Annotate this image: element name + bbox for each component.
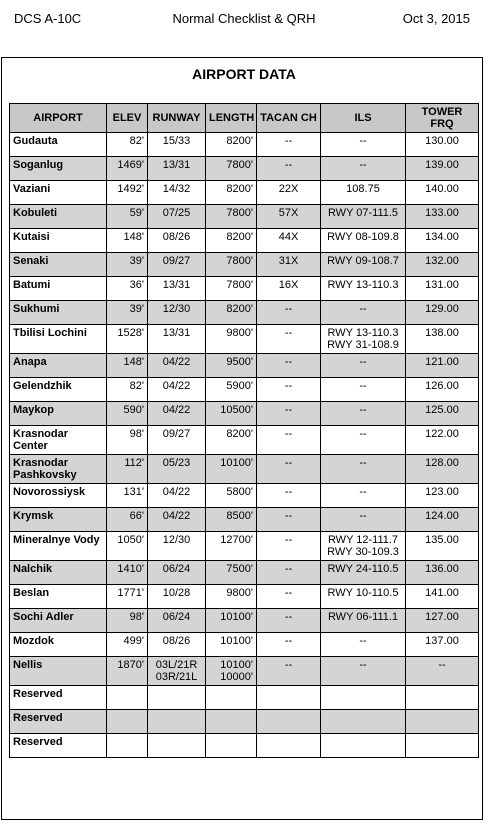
cell-tacan: 57X: [257, 205, 321, 229]
cell-elev: 98': [107, 426, 148, 455]
cell-airport: Batumi: [10, 277, 107, 301]
cell-ils: RWY 13-110.3 RWY 31-108.9: [321, 325, 406, 354]
cell-airport: Kobuleti: [10, 205, 107, 229]
cell-tower: 129.00: [406, 301, 479, 325]
cell-airport: Maykop: [10, 402, 107, 426]
table-row: [10, 301, 479, 325]
cell-tower: 138.00: [406, 325, 479, 354]
cell-tower: 135.00: [406, 532, 479, 561]
cell-tower: 139.00: [406, 157, 479, 181]
cell-runway: 15/33: [148, 133, 206, 157]
cell-runway: [148, 734, 206, 758]
cell-tower: 137.00: [406, 633, 479, 657]
table-row: [10, 710, 479, 734]
cell-tacan: --: [257, 378, 321, 402]
cell-runway: 06/24: [148, 561, 206, 585]
cell-runway: 13/31: [148, 325, 206, 354]
cell-elev: 1870': [107, 657, 148, 686]
cell-length: 7500': [206, 561, 257, 585]
cell-tacan: --: [257, 402, 321, 426]
cell-tower: 134.00: [406, 229, 479, 253]
cell-airport: Sochi Adler: [10, 609, 107, 633]
cell-length: 7800': [206, 205, 257, 229]
cell-tacan: 44X: [257, 229, 321, 253]
header-date: Oct 3, 2015: [402, 11, 470, 26]
cell-tower: 121.00: [406, 354, 479, 378]
cell-airport: Krasnodar Pashkovsky: [10, 455, 107, 484]
cell-runway: [148, 686, 206, 710]
cell-tower: [406, 734, 479, 758]
cell-runway: 04/22: [148, 402, 206, 426]
cell-length: 8200': [206, 181, 257, 205]
table-row: [10, 426, 479, 455]
table-row: [10, 229, 479, 253]
cell-airport: Tbilisi Lochini: [10, 325, 107, 354]
cell-airport: Anapa: [10, 354, 107, 378]
cell-airport: Kutaisi: [10, 229, 107, 253]
page-title: AIRPORT DATA: [192, 66, 296, 82]
cell-tacan: 22X: [257, 181, 321, 205]
cell-tower: 123.00: [406, 484, 479, 508]
cell-length: 8200': [206, 301, 257, 325]
cell-elev: 82': [107, 378, 148, 402]
cell-tower: 130.00: [406, 133, 479, 157]
cell-elev: 36': [107, 277, 148, 301]
cell-elev: [107, 686, 148, 710]
cell-tacan: --: [257, 561, 321, 585]
cell-runway: 08/26: [148, 229, 206, 253]
cell-ils: --: [321, 657, 406, 686]
cell-elev: 98': [107, 609, 148, 633]
cell-tower: 126.00: [406, 378, 479, 402]
cell-ils: RWY 13-110.3: [321, 277, 406, 301]
cell-length: [206, 734, 257, 758]
cell-runway: 04/22: [148, 508, 206, 532]
cell-elev: 39': [107, 253, 148, 277]
cell-length: 10500': [206, 402, 257, 426]
cell-tower: [406, 686, 479, 710]
cell-airport: Novorossiysk: [10, 484, 107, 508]
cell-tacan: --: [257, 609, 321, 633]
cell-length: 10100' 10000': [206, 657, 257, 686]
cell-elev: 39': [107, 301, 148, 325]
cell-length: 9500': [206, 354, 257, 378]
cell-tower: 133.00: [406, 205, 479, 229]
cell-runway: 08/26: [148, 633, 206, 657]
cell-tower: 141.00: [406, 585, 479, 609]
cell-elev: 590': [107, 402, 148, 426]
cell-tower: 122.00: [406, 426, 479, 455]
cell-ils: RWY 06-111.1: [321, 609, 406, 633]
cell-length: 10100': [206, 609, 257, 633]
cell-tacan: 31X: [257, 253, 321, 277]
cell-tacan: [257, 710, 321, 734]
col-tacan: TACAN CH: [257, 104, 321, 133]
cell-ils: --: [321, 301, 406, 325]
cell-ils: RWY 07-111.5: [321, 205, 406, 229]
page-header: [0, 0, 488, 36]
cell-tacan: --: [257, 508, 321, 532]
table-row: [10, 402, 479, 426]
cell-airport: Nalchik: [10, 561, 107, 585]
cell-elev: 131': [107, 484, 148, 508]
table-row: [10, 657, 479, 686]
cell-tacan: --: [257, 325, 321, 354]
header-title: Normal Checklist & QRH: [172, 11, 316, 26]
table-row: [10, 205, 479, 229]
cell-elev: [107, 710, 148, 734]
cell-elev: 1528': [107, 325, 148, 354]
cell-ils: --: [321, 354, 406, 378]
col-ils: ILS: [321, 104, 406, 133]
cell-airport: Krymsk: [10, 508, 107, 532]
cell-airport: Senaki: [10, 253, 107, 277]
cell-elev: 1492': [107, 181, 148, 205]
table-row: [10, 633, 479, 657]
cell-runway: 04/22: [148, 354, 206, 378]
cell-tacan: --: [257, 455, 321, 484]
col-tower: TOWER FRQ: [406, 104, 479, 133]
cell-tacan: --: [257, 301, 321, 325]
header-aircraft: DCS A-10C: [14, 11, 82, 26]
cell-runway: 03L/21R 03R/21L: [148, 657, 206, 686]
cell-runway: 04/22: [148, 484, 206, 508]
cell-airport: Soganlug: [10, 157, 107, 181]
cell-length: 8500': [206, 508, 257, 532]
cell-ils: RWY 08-109.8: [321, 229, 406, 253]
cell-tacan: [257, 686, 321, 710]
cell-tacan: --: [257, 585, 321, 609]
cell-runway: 10/28: [148, 585, 206, 609]
airport-table: [9, 103, 479, 758]
cell-airport: Mineralnye Vody: [10, 532, 107, 561]
cell-tacan: --: [257, 157, 321, 181]
cell-elev: 66': [107, 508, 148, 532]
cell-length: 10100': [206, 633, 257, 657]
cell-tower: --: [406, 657, 479, 686]
cell-ils: [321, 686, 406, 710]
cell-tacan: --: [257, 633, 321, 657]
table-row: [10, 455, 479, 484]
cell-elev: 1771': [107, 585, 148, 609]
cell-runway: 09/27: [148, 253, 206, 277]
table-row: [10, 253, 479, 277]
cell-tower: 140.00: [406, 181, 479, 205]
cell-length: 5800': [206, 484, 257, 508]
cell-tacan: --: [257, 426, 321, 455]
cell-runway: [148, 710, 206, 734]
col-airport: AIRPORT: [10, 104, 107, 133]
cell-tower: 132.00: [406, 253, 479, 277]
cell-tacan: --: [257, 133, 321, 157]
cell-ils: --: [321, 157, 406, 181]
cell-elev: 499': [107, 633, 148, 657]
cell-elev: 1050': [107, 532, 148, 561]
table-row: [10, 354, 479, 378]
table-row: [10, 277, 479, 301]
cell-length: 8200': [206, 426, 257, 455]
cell-ils: RWY 10-110.5: [321, 585, 406, 609]
cell-runway: 12/30: [148, 532, 206, 561]
cell-ils: --: [321, 455, 406, 484]
cell-length: 12700': [206, 532, 257, 561]
cell-tower: 124.00: [406, 508, 479, 532]
cell-airport: Gelendzhik: [10, 378, 107, 402]
cell-runway: 12/30: [148, 301, 206, 325]
cell-runway: 05/23: [148, 455, 206, 484]
cell-elev: 59': [107, 205, 148, 229]
cell-tacan: [257, 734, 321, 758]
cell-ils: --: [321, 633, 406, 657]
cell-length: 7800': [206, 157, 257, 181]
cell-tower: 127.00: [406, 609, 479, 633]
cell-ils: RWY 24-110.5: [321, 561, 406, 585]
table-row: [10, 484, 479, 508]
cell-tacan: --: [257, 657, 321, 686]
cell-tower: 128.00: [406, 455, 479, 484]
cell-elev: 82': [107, 133, 148, 157]
table-row: [10, 181, 479, 205]
table-row: [10, 561, 479, 585]
cell-ils: RWY 12-111.7 RWY 30-109.3: [321, 532, 406, 561]
table-row: [10, 508, 479, 532]
col-elev: ELEV: [107, 104, 148, 133]
cell-ils: RWY 09-108.7: [321, 253, 406, 277]
cell-runway: 09/27: [148, 426, 206, 455]
table-row: [10, 686, 479, 710]
table-row: [10, 532, 479, 561]
cell-ils: --: [321, 133, 406, 157]
cell-airport: Nellis: [10, 657, 107, 686]
cell-length: [206, 686, 257, 710]
cell-ils: --: [321, 484, 406, 508]
cell-runway: 13/31: [148, 157, 206, 181]
cell-length: 10100': [206, 455, 257, 484]
cell-elev: 112': [107, 455, 148, 484]
cell-elev: 148': [107, 229, 148, 253]
cell-ils: --: [321, 508, 406, 532]
cell-ils: --: [321, 402, 406, 426]
cell-airport: Reserved: [10, 686, 107, 710]
cell-length: [206, 710, 257, 734]
cell-elev: 1410': [107, 561, 148, 585]
cell-airport: Krasnodar Center: [10, 426, 107, 455]
cell-airport: Vaziani: [10, 181, 107, 205]
cell-elev: 1469': [107, 157, 148, 181]
cell-ils: [321, 710, 406, 734]
cell-tacan: --: [257, 484, 321, 508]
col-length: LENGTH: [206, 104, 257, 133]
col-runway: RUNWAY: [148, 104, 206, 133]
cell-length: 7800': [206, 277, 257, 301]
cell-ils: [321, 734, 406, 758]
cell-length: 7800': [206, 253, 257, 277]
cell-airport: Mozdok: [10, 633, 107, 657]
cell-tacan: --: [257, 354, 321, 378]
cell-length: 9800': [206, 585, 257, 609]
cell-airport: Reserved: [10, 734, 107, 758]
cell-length: 5900': [206, 378, 257, 402]
cell-elev: [107, 734, 148, 758]
cell-tower: 136.00: [406, 561, 479, 585]
cell-runway: 14/32: [148, 181, 206, 205]
cell-tower: 125.00: [406, 402, 479, 426]
cell-runway: 06/24: [148, 609, 206, 633]
cell-airport: Gudauta: [10, 133, 107, 157]
cell-elev: 148': [107, 354, 148, 378]
cell-runway: 13/31: [148, 277, 206, 301]
cell-length: 9800': [206, 325, 257, 354]
cell-runway: 07/25: [148, 205, 206, 229]
cell-airport: Beslan: [10, 585, 107, 609]
cell-ils: --: [321, 426, 406, 455]
cell-tacan: --: [257, 532, 321, 561]
cell-tower: [406, 710, 479, 734]
cell-runway: 04/22: [148, 378, 206, 402]
table-row: [10, 585, 479, 609]
table-row: [10, 609, 479, 633]
cell-ils: --: [321, 378, 406, 402]
table-header-row: [10, 104, 479, 133]
cell-tower: 131.00: [406, 277, 479, 301]
table-row: [10, 133, 479, 157]
cell-airport: Sukhumi: [10, 301, 107, 325]
table-row: [10, 378, 479, 402]
table-row: [10, 325, 479, 354]
cell-airport: Reserved: [10, 710, 107, 734]
table-row: [10, 157, 479, 181]
cell-ils: 108.75: [321, 181, 406, 205]
cell-tacan: 16X: [257, 277, 321, 301]
cell-length: 8200': [206, 229, 257, 253]
table-row: [10, 734, 479, 758]
cell-length: 8200': [206, 133, 257, 157]
